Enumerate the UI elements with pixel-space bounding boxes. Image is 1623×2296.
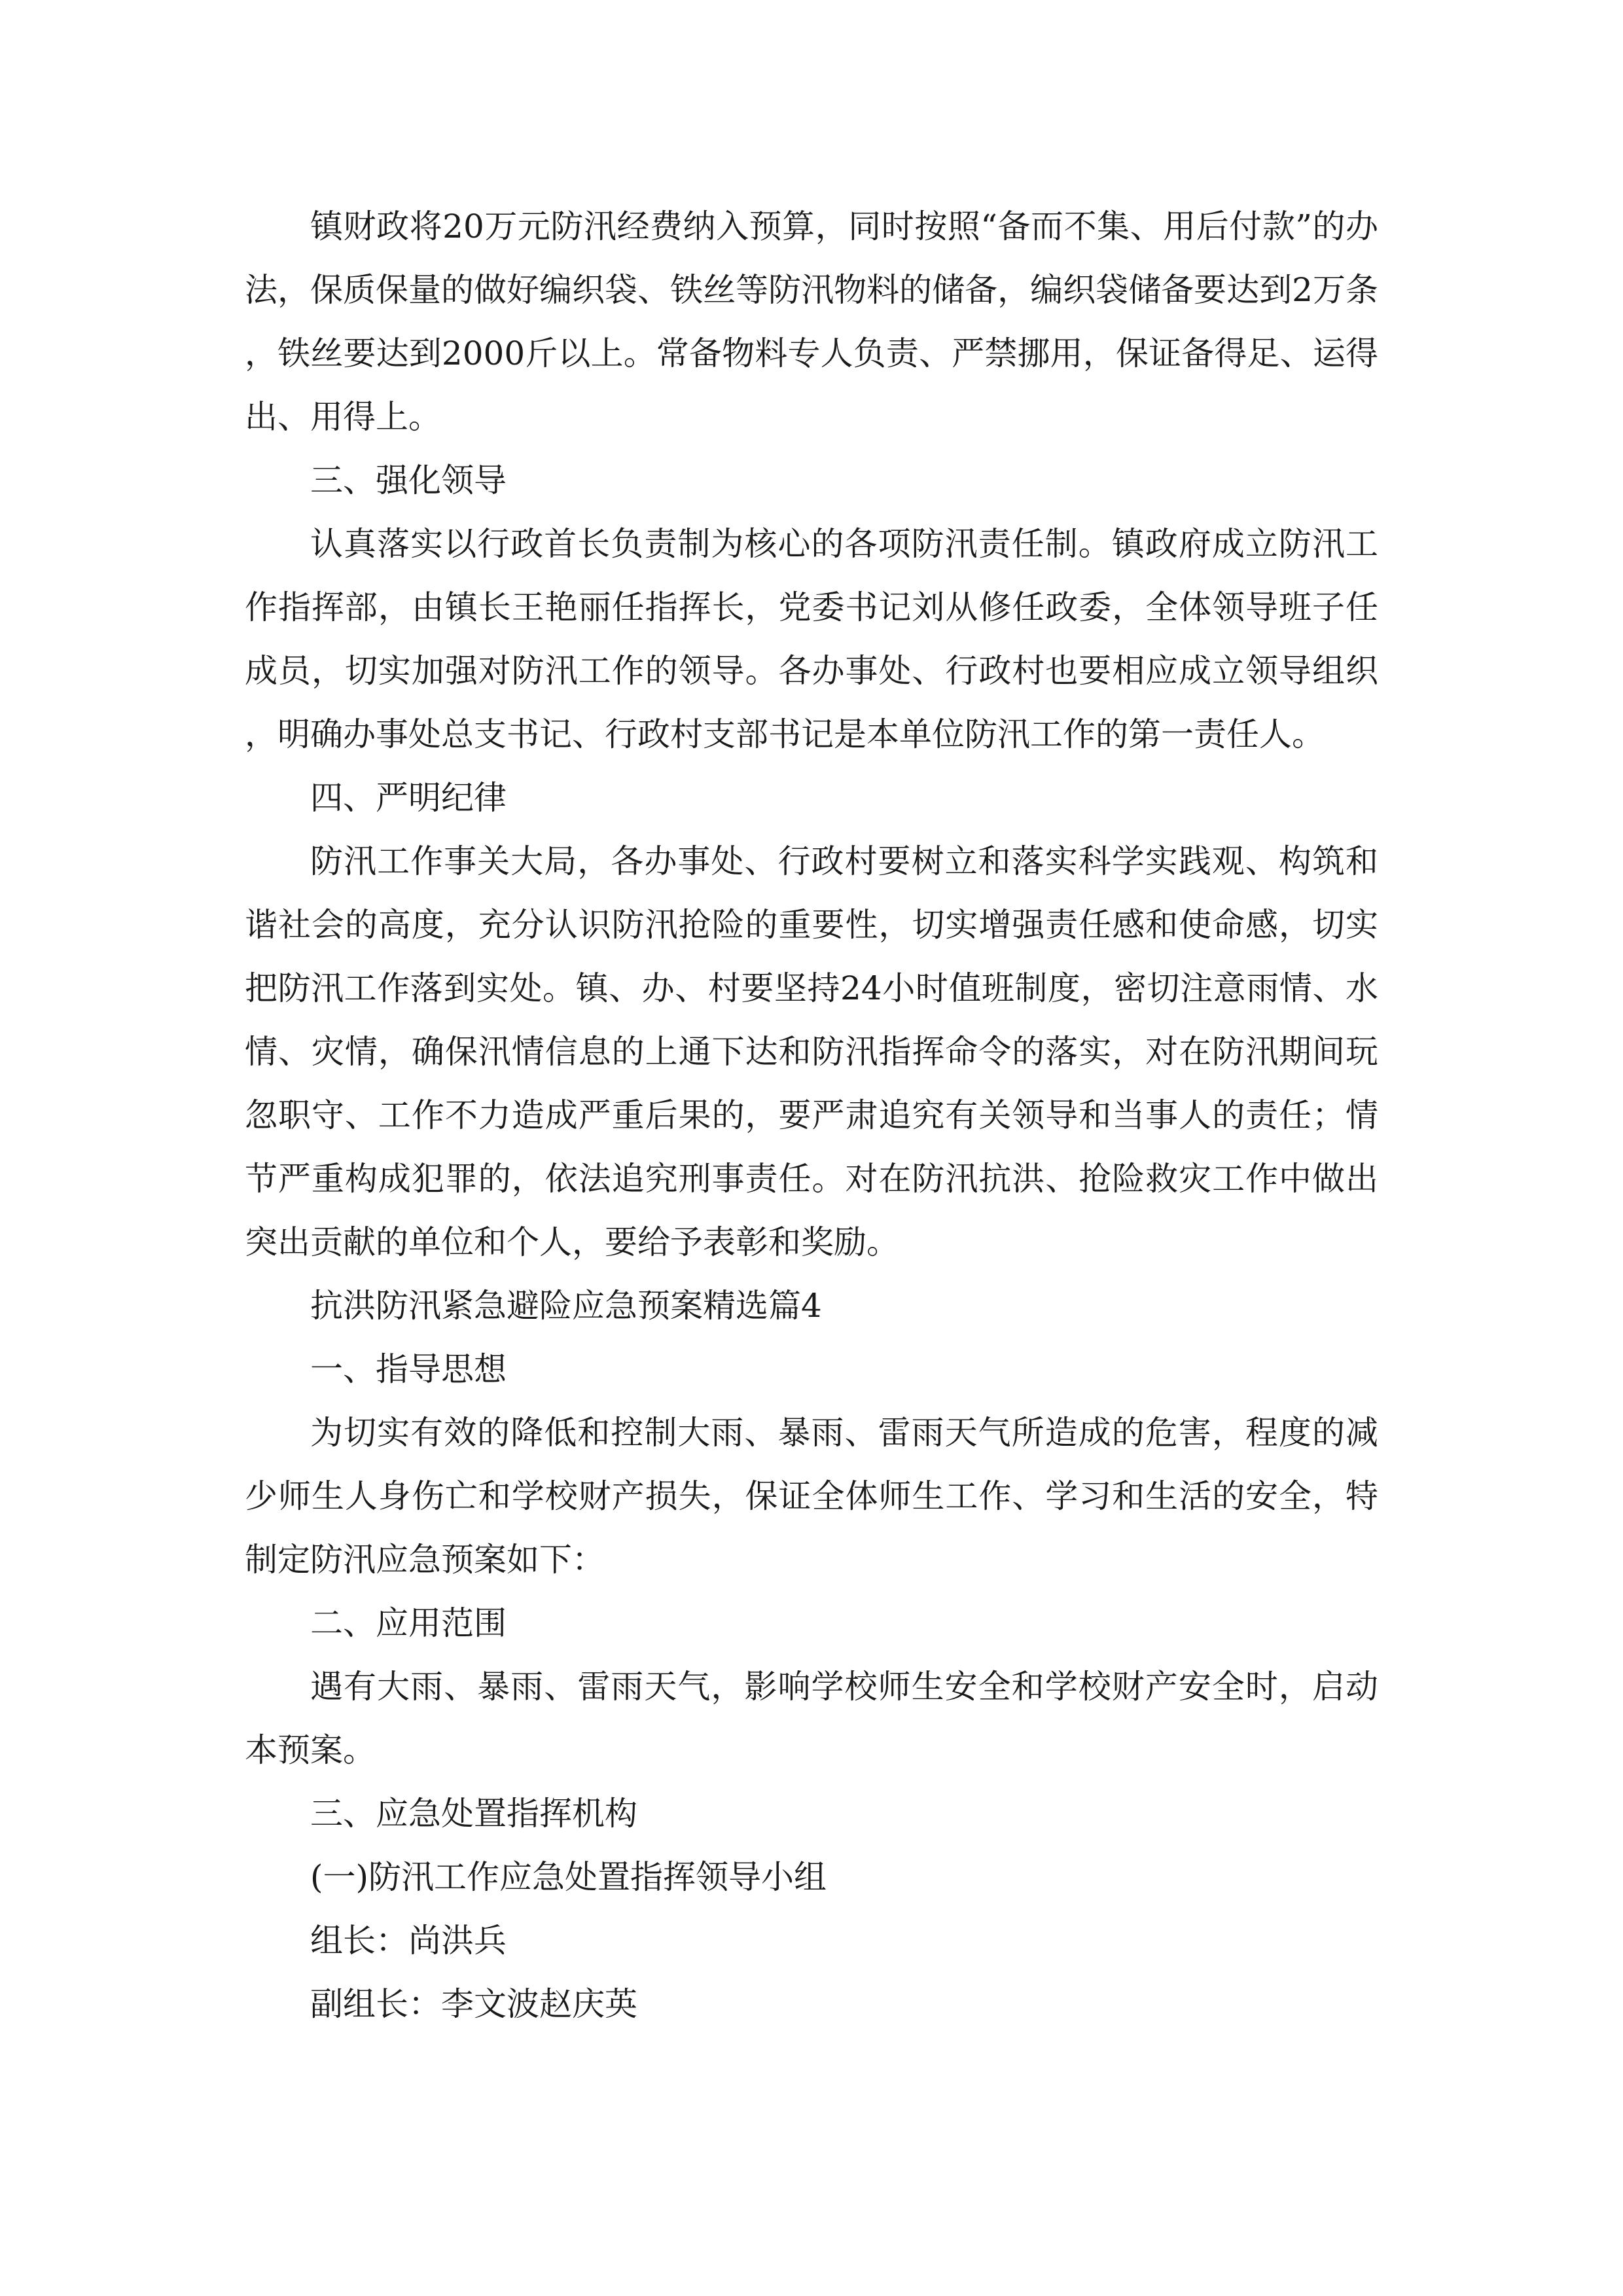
document-body [245,195,1378,2036]
heading-plan-4: 抗洪防汛紧急避险应急预案精选篇4 [310,1287,822,1325]
heading-guiding-ideology: 一、指导思想 [310,1350,507,1388]
group-leader-line: 组长：尚洪兵 [310,1922,507,1960]
heading-scope: 二、应用范围 [310,1604,507,1642]
heading-command-structure: 三、应急处置指挥机构 [310,1795,637,1833]
paragraph-funding: 镇财政将20万元防汛经费纳入预算，同时按照“备而不集、用后付款”的办法，保质保量的做好编织袋、铁丝等防汛物料的储备，编织袋储备要达到2万条，铁丝要达到2000斤以上。常备物料专人负责、严禁挪用，保证备得足、运得出、用得上。 [245,207,1378,436]
paragraph-guiding-ideology: 为切实有效的降低和控制大雨、暴雨、雷雨天气所造成的危害，程度的减少师生人身伤亡和学校财产损失，保证全体师生工作、学习和生活的安全，特制定防汛应急预案如下： [245,1414,1378,1579]
paragraph-discipline: 防汛工作事关大局，各办事处、行政村要树立和落实科学实践观、构筑和谐社会的高度，充分认识防汛抢险的重要性，切实增强责任感和使命感，切实把防汛工作落到实处。镇、办、村要坚持24小时值班制度，密切注意雨情、水情、灾情，确保汛情信息的上通下达和防汛指挥命令的落实，对在防汛期间玩忽职守、工作不力造成严重后果的，要严肃追究有关领导和当事人的责任；情节严重构成犯罪的，依法追究刑事责任。对在防汛抗洪、抢险救灾工作中做出突出贡献的单位和个人，要给予表彰和奖励。 [245,842,1378,1261]
heading-leading-group: (一)防汛工作应急处置指挥领导小组 [310,1858,827,1896]
deputy-leader-line: 副组长：李文波赵庆英 [310,1985,637,2023]
heading-strengthen-leadership: 三、强化领导 [310,461,507,499]
heading-discipline: 四、严明纪律 [310,779,507,817]
paragraph-leadership: 认真落实以行政首长负责制为核心的各项防汛责任制。镇政府成立防汛工作指挥部，由镇长王艳丽任指挥长，党委书记刘从修任政委，全体领导班子任成员，切实加强对防汛工作的领导。各办事处、行政村也要相应成立领导组织，明确办事处总支书记、行政村支部书记是本单位防汛工作的第一责任人。 [245,525,1378,753]
paragraph-scope: 遇有大雨、暴雨、雷雨天气，影响学校师生安全和学校财产安全时，启动本预案。 [245,1668,1378,1769]
